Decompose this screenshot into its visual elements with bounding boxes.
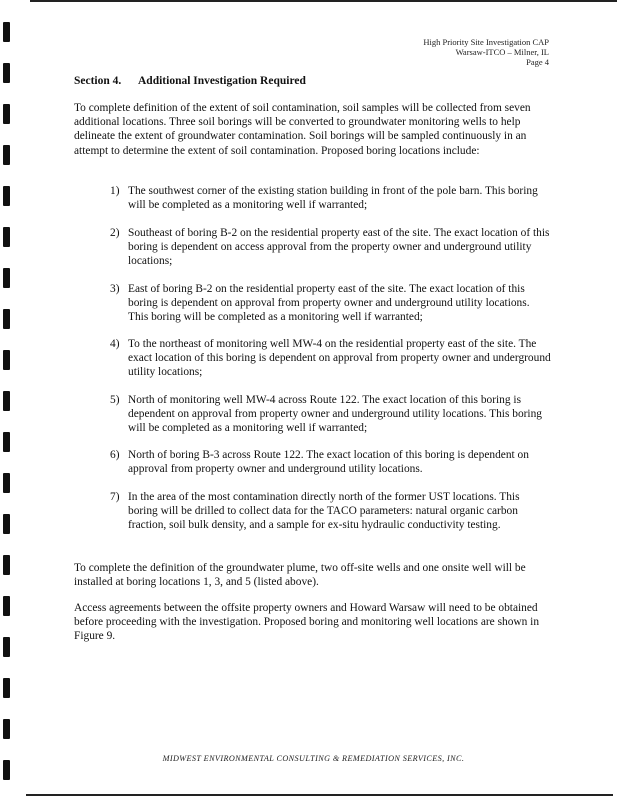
list-item-text: East of boring B-2 on the residential property east of the site. The exact location of this boring is dependent on approval from property owner and underground utility locations. This boring will be completed as a monitoring well if warranted; (128, 283, 530, 324)
section-title: Additional Investigation Required (138, 75, 306, 87)
binder-mark (3, 391, 10, 411)
binder-mark (3, 186, 10, 206)
binder-mark (3, 350, 10, 370)
list-item-number: 2) (110, 227, 120, 239)
header-site-name: Warsaw-ITCO – Milner, IL (455, 47, 549, 57)
list-item (110, 490, 552, 533)
list-item (110, 393, 552, 436)
binder-mark (3, 596, 10, 616)
binder-mark (3, 227, 10, 247)
binder-mark (3, 432, 10, 452)
header-page-number: Page 4 (526, 57, 549, 67)
list-item (110, 282, 552, 325)
list-item-text: North of boring B-3 across Route 122. The exact location of this boring is dependent on approval from property owner and underground utility locations. (128, 449, 529, 476)
page-footer: MIDWEST ENVIRONMENTAL CONSULTING & REMEDIATION SERVICES, INC. (162, 754, 465, 763)
list-item-text: The southwest corner of the existing station building in front of the pole barn. This boring will be completed as a monitoring well if warranted; (128, 185, 538, 212)
list-item-text: To the northeast of monitoring well MW-4 on the residential property east of the site. The exact location of this boring is dependent on approval from property owner and underground utility locations; (128, 338, 551, 379)
binder-mark (3, 555, 10, 575)
header-report-title: High Priority Site Investigation CAP (423, 37, 549, 47)
binder-mark (3, 22, 10, 42)
bottom-scan-edge (26, 794, 613, 796)
list-item (110, 448, 552, 476)
binder-mark (3, 514, 10, 534)
list-item (110, 226, 552, 269)
list-item-text: Southeast of boring B-2 on the residential property east of the site. The exact location of this boring is dependent on access approval from the property owner and underground utility locations; (128, 227, 550, 268)
access-agreements-paragraph: Access agreements between the offsite property owners and Howard Warsaw will need to be obtained before proceeding with the investigation. Proposed boring and monitoring well locations are shown in Figure 9. (74, 602, 540, 643)
groundwater-plume-paragraph: To complete the definition of the groundwater plume, two off-site wells and one onsite well will be installed at boring locations 1, 3, and 5 (listed above). (74, 562, 526, 589)
binder-mark (3, 719, 10, 739)
list-item (110, 184, 552, 212)
binder-mark (3, 309, 10, 329)
binder-mark (3, 63, 10, 83)
page-header (423, 37, 549, 67)
section-number: Section 4. (74, 75, 122, 87)
list-item-number: 4) (110, 338, 120, 350)
binder-hole-marks (3, 0, 13, 800)
list-item-number: 1) (110, 185, 120, 197)
list-item-number: 3) (110, 283, 120, 295)
binder-mark (3, 104, 10, 124)
list-item-number: 6) (110, 449, 120, 461)
binder-mark (3, 473, 10, 493)
binder-mark (3, 268, 10, 288)
list-item-text: In the area of the most contamination directly north of the former UST locations. This boring will be drilled to collect data for the TACO parameters: natural organic carbon fraction, soil bulk density, and a sample for ex-situ hydraulic conductivity testing. (128, 491, 520, 532)
intro-paragraph: To complete definition of the extent of soil contamination, soil samples will be collected from seven additional locations. Three soil borings will be converted to groundwater monitoring wells to help delineate the extent of groundwater contamination. Soil borings will be sampled continuously in an attempt to determine the extent of soil contamination. Proposed boring locations include: (74, 102, 531, 157)
list-item-number: 5) (110, 394, 120, 406)
list-item-number: 7) (110, 491, 120, 503)
top-scan-edge (30, 0, 617, 2)
binder-mark (3, 637, 10, 657)
binder-mark (3, 678, 10, 698)
list-item (110, 337, 552, 380)
list-item-text: North of monitoring well MW-4 across Route 122. The exact location of this boring is dependent on approval from property owner and underground utility locations. This boring will be completed as a monitoring well if warranted; (128, 394, 542, 435)
binder-mark (3, 760, 10, 780)
section-heading (74, 75, 306, 87)
binder-mark (3, 145, 10, 165)
